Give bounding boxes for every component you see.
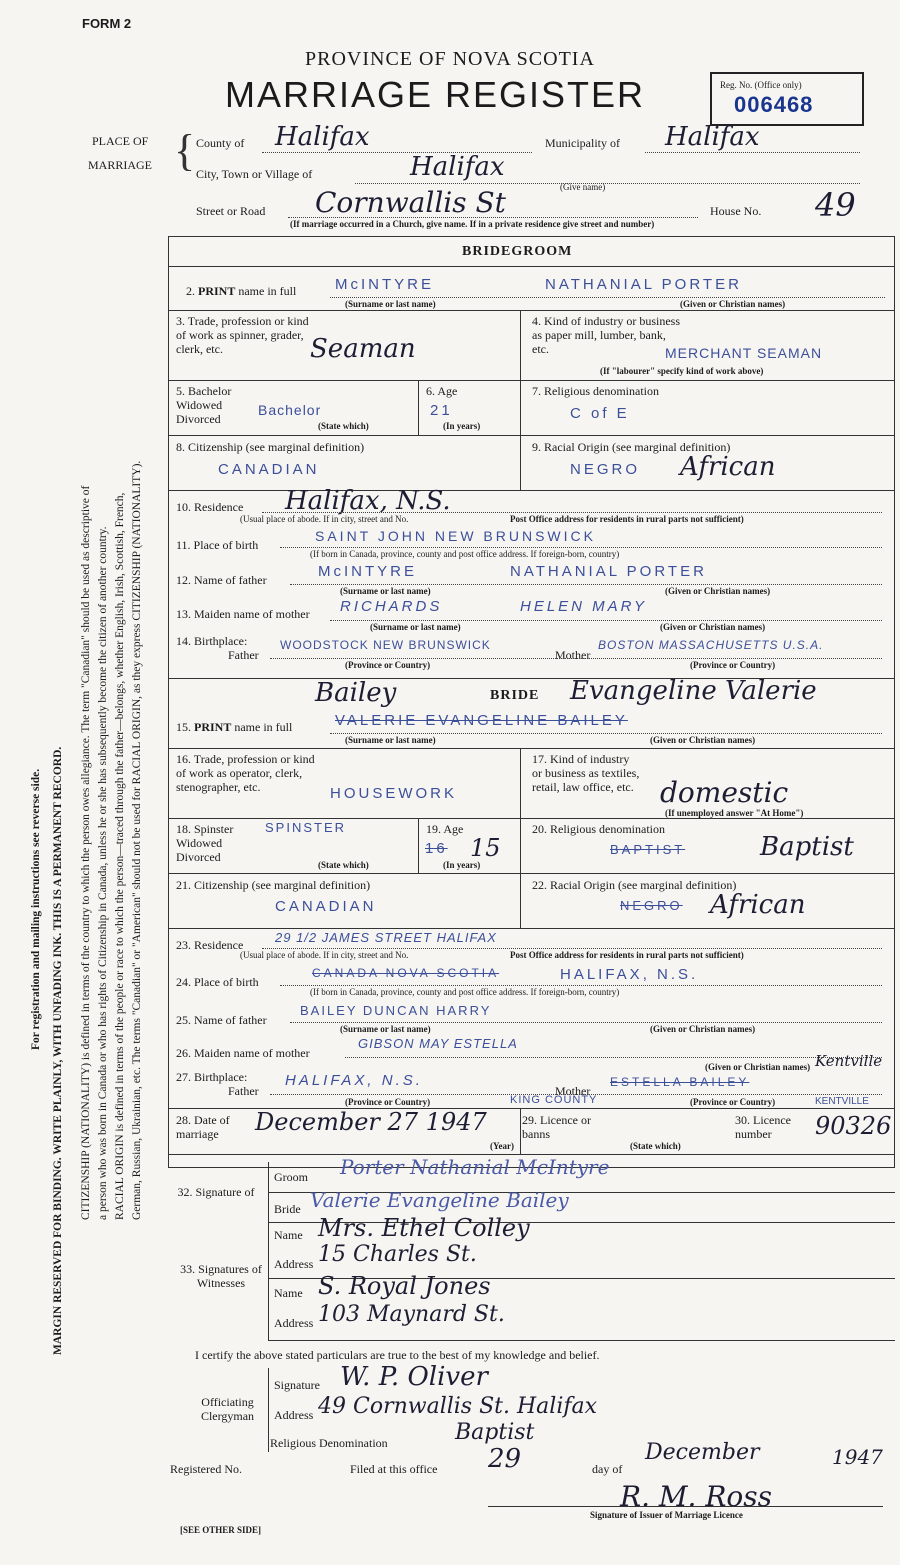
reg-number-box — [710, 72, 864, 126]
residence-hint-1: (Usual place of abode. If in city, street and No. — [240, 950, 409, 960]
religious-denomination-label: Religious Denomination — [270, 1436, 388, 1450]
rule — [520, 873, 521, 928]
name-in-full: name in full — [238, 284, 297, 298]
mother-label: Mother — [555, 1084, 591, 1098]
groom-religion: C of E — [570, 405, 630, 422]
bride-birth-label: 24. Place of birth — [176, 975, 259, 989]
rule — [262, 948, 882, 949]
industry-hint: (If "labourer" specify kind of work above) — [600, 366, 764, 376]
witness-name-label: Name — [274, 1286, 303, 1300]
registered-label: Registered No. — [170, 1462, 242, 1476]
surname-hint: (Surname or last name) — [370, 622, 461, 632]
reg-number: 006468 — [734, 92, 814, 117]
bride-citizenship-label: 21. Citizenship (see marginal definition) — [176, 878, 371, 892]
groom-mother-birthplace: BOSTON MASSACHUSETTS U.S.A. — [598, 638, 824, 652]
state-which: (State which) — [318, 860, 369, 870]
bride-given-hand: Evangeline Valerie — [570, 676, 817, 706]
rule — [168, 490, 895, 491]
father-label: Father — [228, 648, 259, 662]
rule — [270, 658, 882, 659]
groom-trade: Seaman — [310, 334, 416, 364]
groom-race-label: 9. Racial Origin (see marginal definition) — [532, 440, 731, 454]
issuer-signature: R. M. Ross — [620, 1480, 773, 1513]
groom-name-label — [186, 284, 296, 299]
bride-race-hand: African — [710, 890, 806, 920]
name-in-full: name in full — [234, 720, 293, 734]
form-id: FORM 2 — [82, 16, 132, 31]
groom-residence-label: 10. Residence — [176, 500, 244, 514]
bride-religion-label: 20. Religious denomination — [532, 822, 665, 836]
rule — [290, 584, 882, 585]
bride-industry-label: 17. Kind of industry or business as textiles, retail, law office, etc. — [532, 752, 640, 794]
groom-age-label: 6. Age — [426, 384, 458, 398]
county-label: County of — [196, 136, 245, 150]
unemployed-hint: (If unemployed answer "At Home") — [665, 808, 804, 818]
groom-birth-label: 11. Place of birth — [176, 538, 259, 552]
groom-sig-label: Groom — [274, 1170, 308, 1184]
groom-mother-given: HELEN MARY — [520, 598, 647, 615]
bride-heading: BRIDE — [490, 688, 540, 703]
bride-age-label: 19. Age — [426, 822, 464, 836]
bride-birthplace: HALIFAX, N.S. — [560, 966, 699, 983]
groom-surname: McINTYRE — [335, 276, 434, 293]
rule — [268, 1340, 895, 1341]
filed-label: Filed at this office — [350, 1462, 438, 1476]
house-value: 49 — [815, 186, 856, 224]
rule — [520, 380, 521, 435]
bride-trade-label: 16. Trade, profession or kind of work as operator, clerk, stenographer, etc. — [176, 752, 315, 794]
county-value: Halifax — [275, 122, 370, 152]
groom-birthplace: SAINT JOHN NEW BRUNSWICK — [315, 528, 596, 544]
municipality-line — [645, 152, 860, 153]
residence-hint-2: Post Office address for residents in rural parts not sufficient) — [510, 950, 744, 960]
prov-hint: (Province or Country) — [345, 660, 431, 670]
filed-month: December — [645, 1440, 760, 1465]
certification-text: I certify the above stated particulars are true to the best of my knowledge and belief. — [195, 1348, 600, 1362]
bride-signature: Valerie Evangeline Bailey — [310, 1188, 569, 1212]
groom-status: Bachelor — [258, 402, 322, 418]
bride-mother-label: 26. Maiden name of mother — [176, 1046, 310, 1060]
birth-hint: (If born in Canada, province, county and post office address. If foreign-born, country) — [310, 987, 620, 997]
witness-name-label: Name — [274, 1228, 303, 1242]
rule — [418, 818, 419, 873]
in-years: (In years) — [443, 860, 481, 870]
groom-race-print: NEGRO — [570, 461, 641, 478]
bride-status-label: 18. Spinster Widowed Divorced — [176, 822, 234, 864]
witness-2-address: 103 Maynard St. — [318, 1302, 505, 1327]
bride-sig-label: Bride — [274, 1202, 301, 1216]
witnesses-label: 33. Signatures of Witnesses — [180, 1262, 262, 1290]
given-hint: (Given or Christian names) — [660, 622, 766, 632]
margin-line-5: RACIAL ORIGIN is defined in terms of the people or race to which the person—traced through the father—belongs, whether English, Irish, Scottish, French, — [114, 492, 126, 1220]
groom-race-hand: African — [680, 452, 776, 482]
margin-line-4: a person who was born in Canada or who has rights of Citizenship in Canada, unless he or she has subsequently become the citizen of another country. — [97, 526, 109, 1220]
rule — [520, 435, 521, 490]
surname-hint: (Surname or last name) — [345, 735, 436, 745]
issuer-label: Signature of Issuer of Marriage Licence — [590, 1510, 743, 1520]
groom-father-birthplace: WOODSTOCK NEW BRUNSWICK — [280, 638, 491, 652]
bride-race-struck: NEGRO — [620, 898, 683, 913]
margin-line-3: CITIZENSHIP (NATIONALITY) is defined in terms of the country to which the person owes allegiance. The term "Canadian" should be used as descriptive of — [80, 485, 92, 1220]
groom-father-label: 12. Name of father — [176, 573, 267, 587]
brace: { — [174, 126, 196, 175]
house-label: House No. — [710, 204, 762, 218]
licence-banns-label: 29. Licence or banns — [522, 1113, 591, 1141]
groom-mother-surname: RICHARDS — [340, 598, 443, 615]
bride-printed-name: VALERIE EVANGELINE BAILEY — [335, 712, 628, 729]
day-of-label: day of — [592, 1462, 623, 1476]
surname-hint: (Surname or last name) — [345, 299, 436, 309]
groom-trade-label: 3. Trade, profession or kind of work as spinner, grader, clerk, etc. — [176, 314, 309, 356]
bride-residence-label: 23. Residence — [176, 938, 244, 952]
margin-line-2: MARGIN RESERVED FOR BINDING. WRITE PLAINLY, WITH UNFADING INK. THIS IS A PERMANENT RECORD. — [52, 746, 64, 1355]
rule — [345, 1057, 882, 1058]
bride-father: BAILEY DUNCAN HARRY — [300, 1003, 492, 1018]
bride-mother-struck: ESTELLA BAILEY — [610, 1075, 750, 1089]
groom-citizenship: CANADIAN — [218, 461, 320, 478]
rule — [520, 1108, 521, 1154]
in-years: (In years) — [443, 421, 481, 431]
place-group-label-2: MARRIAGE — [88, 158, 153, 172]
place-group-label-1: PLACE OF — [92, 134, 149, 148]
rule — [330, 733, 882, 734]
groom-industry: MERCHANT SEAMAN — [665, 345, 823, 361]
rule — [488, 1506, 883, 1507]
residence-hint-2: Post Office address for residents in rural parts not sufficient) — [510, 514, 744, 524]
municipality-value: Halifax — [665, 122, 760, 152]
rule — [268, 1222, 269, 1340]
witness-2-name: S. Royal Jones — [318, 1272, 491, 1300]
given-hint: (Given or Christian names) — [650, 735, 756, 745]
rule — [168, 435, 895, 436]
groom-residence: Halifax, N.S. — [285, 486, 451, 516]
given-hint: (Given or Christian names) — [665, 586, 771, 596]
birth-hint: (If born in Canada, province, county and post office address. If foreign-born, country) — [310, 549, 620, 559]
rule — [520, 818, 521, 873]
clergyman-label: Officiating Clergyman — [200, 1395, 255, 1423]
print-word: PRINT — [194, 720, 232, 734]
rule — [280, 547, 882, 548]
place-note: (If marriage occurred in a Church, give name. If in a private residence give street and number) — [290, 219, 655, 229]
province-heading: PROVINCE OF NOVA SCOTIA — [305, 48, 595, 70]
bride-religion-struck: BAPTIST — [610, 842, 686, 857]
given-hint: (Given or Christian names) — [650, 1024, 756, 1034]
bride-mother: GIBSON MAY ESTELLA — [358, 1036, 518, 1051]
rule — [418, 380, 419, 435]
bride-religion: Baptist — [760, 832, 854, 862]
bride-name-label — [176, 720, 292, 735]
groom-status-label: 5. Bachelor Widowed Divorced — [176, 384, 232, 426]
witness-1-address: 15 Charles St. — [318, 1242, 477, 1267]
rule — [280, 985, 882, 986]
bride-father-label: 25. Name of father — [176, 1013, 267, 1027]
residence-hint-1: (Usual place of abode. If in city, street and No. — [240, 514, 409, 524]
bridegroom-heading: BRIDEGROOM — [462, 244, 573, 259]
bride-trade: HOUSEWORK — [330, 785, 458, 802]
reg-number-label: Reg. No. (Office only) — [720, 80, 802, 90]
filed-day: 29 — [488, 1444, 522, 1474]
witness-1-name: Mrs. Ethel Colley — [318, 1214, 530, 1242]
given-hint: (Given or Christian names) — [705, 1062, 811, 1072]
rule — [290, 1022, 882, 1023]
groom-citizenship-label: 8. Citizenship (see marginal definition) — [176, 440, 365, 454]
state-which: (State which) — [318, 421, 369, 431]
bride-surname-hand: Bailey — [315, 678, 397, 708]
bride-father-birthplace: HALIFAX, N.S. — [285, 1072, 423, 1089]
mother-label: Mother — [555, 648, 591, 662]
groom-age: 21 — [430, 402, 453, 419]
groom-father-surname: McINTYRE — [318, 563, 417, 580]
licence-number: 90326 — [815, 1112, 892, 1140]
rule — [168, 380, 895, 381]
groom-parents-birthplace-label: 14. Birthplace: — [176, 634, 248, 648]
witness-address-label: Address — [274, 1316, 314, 1330]
rule — [168, 818, 895, 819]
bride-industry: domestic — [660, 776, 789, 809]
bride-age-struck: 16 — [425, 840, 448, 857]
groom-father-given: NATHANIAL PORTER — [510, 563, 707, 580]
bride-citizenship: CANADIAN — [275, 898, 377, 915]
surname-hint: (Surname or last name) — [340, 1024, 431, 1034]
rule — [520, 310, 521, 380]
bride-race-label: 22. Racial Origin (see marginal definition) — [532, 878, 737, 892]
rule — [330, 297, 885, 298]
bride-birth-struck: CANADA NOVA SCOTIA — [312, 966, 500, 980]
bride-age: 15 — [470, 834, 501, 862]
licence-number-label: 30. Licence number — [735, 1113, 791, 1141]
print-word: PRINT — [198, 284, 236, 298]
marriage-date-label: 28. Date of marriage — [176, 1113, 230, 1141]
rule — [168, 748, 895, 749]
street-label: Street or Road — [196, 204, 266, 218]
groom-signature: Porter Nathanial McIntyre — [340, 1155, 610, 1179]
given-hint: (Given or Christian names) — [680, 299, 786, 309]
bride-status: SPINSTER — [265, 820, 347, 835]
prov-hint: (Province or Country) — [690, 660, 776, 670]
clergy-signature-label: Signature — [274, 1378, 320, 1392]
marriage-date: December 27 1947 — [255, 1108, 487, 1136]
prov-hint: (Province or Country) — [690, 1097, 776, 1107]
bride-parents-birthplace-label: 27. Birthplace: — [176, 1070, 248, 1084]
groom-mother-label: 13. Maiden name of mother — [176, 607, 310, 621]
surname-hint: (Surname or last name) — [340, 586, 431, 596]
rule — [520, 748, 521, 818]
bride-mother-birthplace-3: KENTVILLE — [815, 1096, 869, 1107]
see-other-side: [SEE OTHER SIDE] — [180, 1525, 262, 1535]
groom-religion-label: 7. Religious denomination — [532, 384, 659, 398]
bride-residence: 29 1/2 JAMES STREET HALIFAX — [275, 930, 497, 945]
margin-line-6: German, Russian, Ukrainian, etc. The terms "Canadian" or "American" should not be used for RACIAL ORIGIN, as they express CITIZENSHIP (NATIONALITY). — [131, 460, 143, 1220]
street-value: Cornwallis St — [315, 186, 506, 219]
rule — [268, 1368, 269, 1452]
bride-mother-birthplace: KING COUNTY — [510, 1094, 598, 1106]
father-label: Father — [228, 1084, 259, 1098]
rule — [262, 512, 882, 513]
state-which: (State which) — [630, 1141, 681, 1151]
municipality-label: Municipality of — [545, 136, 620, 150]
margin-line-1: For registration and mailing instructions see reverse side. — [30, 768, 42, 1050]
street-line — [288, 217, 698, 218]
clergy-address: 49 Cornwallis St. Halifax — [318, 1394, 598, 1419]
clergy-address-label: Address — [274, 1408, 314, 1422]
rule — [330, 620, 882, 621]
rule — [168, 266, 895, 267]
witness-address-label: Address — [274, 1257, 314, 1271]
rule — [168, 928, 895, 929]
clergy-religion: Baptist — [455, 1420, 535, 1445]
bride-mother-birthplace-2: Kentville — [815, 1052, 883, 1070]
city-label: City, Town or Village of — [196, 167, 313, 181]
line-number: 2. — [186, 284, 195, 298]
rule — [168, 310, 895, 311]
clergy-signature: W. P. Oliver — [340, 1362, 488, 1392]
city-value: Halifax — [410, 152, 505, 182]
give-name-hint: (Give name) — [560, 182, 606, 192]
signature-of-label: 32. Signature of — [177, 1185, 255, 1199]
groom-given: NATHANIAL PORTER — [545, 276, 742, 293]
year-hint: (Year) — [490, 1141, 514, 1151]
rule — [168, 873, 895, 874]
groom-industry-label: 4. Kind of industry or business as paper mill, lumber, bank, etc. — [532, 314, 680, 356]
line-number: 15. — [176, 720, 191, 734]
prov-hint: (Province or Country) — [345, 1097, 431, 1107]
filed-year: 1947 — [832, 1445, 883, 1469]
page-title: MARRIAGE REGISTER — [225, 74, 646, 115]
city-line — [355, 183, 860, 184]
